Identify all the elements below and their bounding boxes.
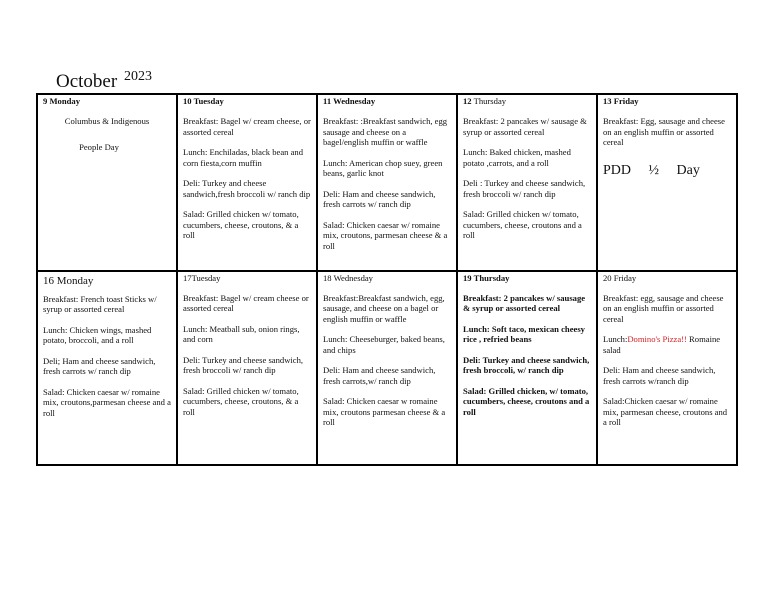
lunch-item: Lunch: American chop suey, green beans, garlic knot: [323, 157, 443, 178]
breakfast-item: Breakfast: 2 pancakes w/ sausage & syrup or assorted cereal: [463, 292, 586, 314]
day-number: 12: [463, 96, 472, 106]
breakfast-item: Breakfast: Egg, sausage and cheese on an english muffin or assorted cereal: [603, 116, 725, 147]
day-cell-mon-9: [37, 94, 177, 271]
day-header: 16 Monday: [43, 274, 94, 287]
breakfast-item: Breakfast: French toast Sticks w/ syrup or assorted cereal: [43, 293, 157, 315]
deli-item: Deli: Ham and cheese sandwich, fresh carrots,w/ ranch dip: [323, 365, 436, 386]
day-cell-mon-16: [37, 271, 177, 465]
lunch-item: Lunch: Enchiladas, black bean and corn fiesta,corn muffin: [183, 147, 304, 168]
breakfast-item: Breakfast: :Breakfast sandwich, egg sausage and cheese on a bagel/english muffin or waffle: [323, 116, 448, 147]
day-cell-tue-17: [177, 271, 317, 465]
salad-item: Salad: Grilled chicken w/ tomato, cucumbers, cheese, croutons, & a roll: [183, 385, 299, 417]
day-cell-wed-18: [317, 271, 457, 465]
breakfast-item: Breakfast: egg, sausage and cheese on an english muffin or assorted cereal: [603, 292, 724, 324]
salad-item: Salad: Chicken caesar w romaine mix, croutons parmesan cheese & a roll: [323, 396, 446, 428]
salad-item: Salad:Chicken caesar w/ romaine mix, parmesan cheese, croutons and a roll: [603, 396, 728, 428]
week-row: [37, 94, 737, 271]
breakfast-item: Breakfast: Bagel w/ cream cheese, or assorted cereal: [183, 116, 311, 137]
lunch-prefix: Lunch:: [603, 334, 628, 345]
day-cell-fri-13: [597, 94, 737, 271]
day-cell-fri-20: [597, 271, 737, 465]
breakfast-item: Breakfast:Breakfast sandwich, egg, sausage, and cheese on a bagel or english muffin or waffle: [323, 292, 445, 324]
day-header: 13 Friday: [603, 96, 639, 106]
month-label: October: [56, 71, 118, 92]
breakfast-item: Breakfast: Bagel w/ cream cheese or assorted cereal: [183, 292, 309, 314]
pdd-half-day-note: PDD ½ Day: [603, 162, 700, 178]
lunch-item: Lunch: Chicken wings, mashed potato, broccoli, and a roll: [43, 324, 152, 346]
salad-item: Salad: Grilled chicken w/ tomato, cucumbers, cheese, croutons and a roll: [463, 209, 582, 240]
day-header: 11 Wednesday: [323, 96, 376, 106]
day-cell-thu-12: [457, 94, 597, 271]
lunch-item: [603, 334, 731, 355]
menu-calendar: [36, 93, 738, 466]
holiday-line: Columbus & Indigenous: [64, 116, 150, 126]
year-label: 2023: [123, 69, 152, 84]
deli-item: Deli: Turkey and cheese sandwich,fresh broccoli w/ ranch dip: [183, 178, 311, 199]
day-header: 20 Friday: [603, 272, 637, 283]
day-header: 18 Wednesday: [323, 272, 373, 283]
day-cell-tue-10: [177, 94, 317, 271]
salad-item: Salad: Chicken caesar w/ romaine mix, croutons, parmesan cheese & a roll: [323, 219, 448, 251]
day-header: 9 Monday: [43, 96, 81, 106]
deli-item: Deli: Ham and cheese sandwich, fresh carrots w/ranch dip: [603, 365, 716, 386]
deli-item: Deli; Ham and cheese sandwich, fresh carrots w/ ranch dip: [43, 355, 156, 377]
lunch-item: Lunch: Meatball sub, onion rings, and corn: [183, 323, 300, 345]
lunch-item: Lunch: Soft taco, mexican cheesy rice , refried beans: [463, 323, 585, 345]
deli-item: Deli: Turkey and cheese sandwich, fresh broccoli, w/ ranch dip: [463, 354, 590, 376]
day-header: [463, 96, 591, 107]
salad-item: Salad: Grilled chicken w/ tomato, cucumbers, cheese, croutons, & a roll: [183, 209, 299, 240]
breakfast-item: Breakfast: 2 pancakes w/ sausage & syrup or assorted cereal: [463, 116, 587, 137]
week-row: [37, 271, 737, 465]
lunch-item: Lunch: Baked chicken, mashed potato ,carrots, and a roll: [463, 147, 571, 168]
page-title: [56, 69, 152, 94]
day-header: 19 Thursday: [463, 272, 510, 283]
day-header: 10 Tuesday: [183, 96, 224, 106]
salad-item: Salad: Grilled chicken, w/ tomato, cucumbers, cheese, croutons and a roll: [463, 385, 590, 417]
pizza-highlight: Domino's Pizza!!: [627, 334, 687, 345]
salad-item: Salad: Chicken caesar w/ romaine mix, croutons,parmesan cheese and a roll: [43, 386, 171, 418]
day-header: 17Tuesday: [183, 272, 221, 283]
holiday-line: People Day: [79, 141, 119, 152]
day-name: Thursday: [473, 96, 507, 106]
holiday-note: [43, 116, 171, 152]
day-cell-wed-11: [317, 94, 457, 271]
deli-item: Deli : Turkey and cheese sandwich, fresh broccoli w/ ranch dip: [463, 178, 586, 199]
lunch-suffix: Romaine salad: [603, 334, 721, 355]
day-cell-thu-19: [457, 271, 597, 465]
deli-item: Deli: Turkey and cheese sandwich, fresh broccoli w/ ranch dip: [183, 354, 304, 376]
lunch-item: Lunch: Cheeseburger, baked beans, and chips: [323, 334, 445, 355]
deli-item: Deli: Ham and cheese sandwich, fresh carrots w/ ranch dip: [323, 188, 436, 209]
